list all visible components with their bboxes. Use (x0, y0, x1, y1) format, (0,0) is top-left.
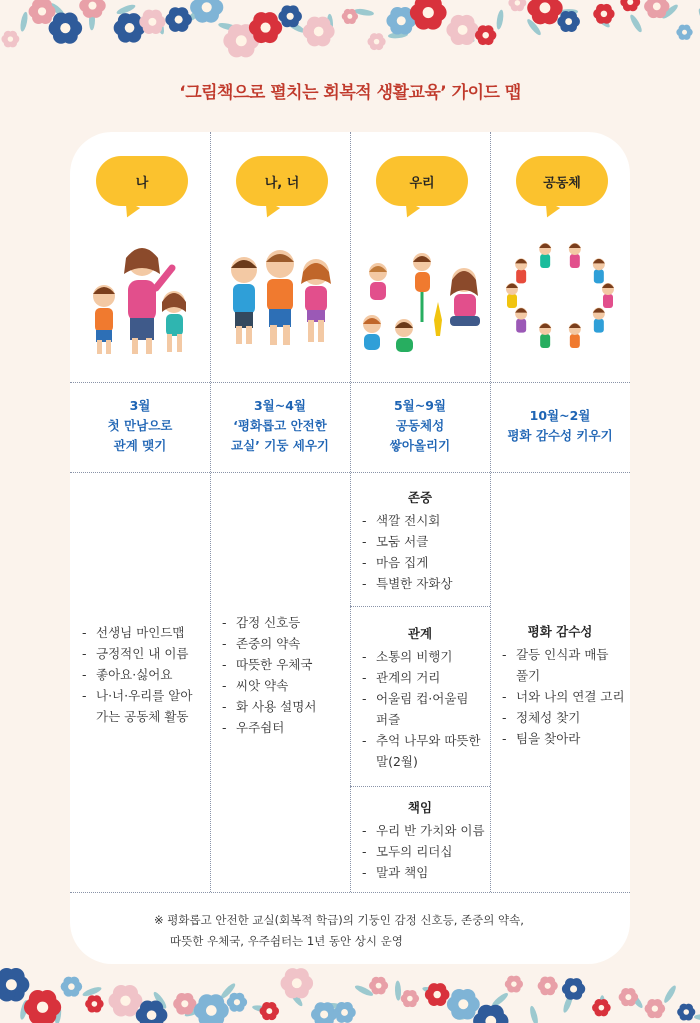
list-item: - 우리 반 가치와 이름 (362, 820, 490, 841)
row-divider (70, 382, 630, 383)
list-item: - 색깔 전시회 (362, 510, 486, 531)
row-divider (70, 472, 630, 473)
bubble-na-neo: 나, 너 (236, 156, 328, 206)
list-item: - 존중의 약속 (222, 633, 346, 654)
period-month: 5월~9월 (393, 398, 447, 413)
three-children-illustration (210, 232, 350, 362)
period-gongdongche (490, 406, 630, 446)
list-item: - 나·너·우리를 알아 (82, 685, 206, 706)
list-item: - 모두의 리더십 (362, 841, 490, 862)
period-line: 평화 감수성 키우기 (507, 428, 613, 443)
footnote (154, 910, 574, 952)
activity-list-respect (362, 510, 486, 594)
list-item: - 너와 나의 연결 고리 (502, 686, 630, 707)
list-item: - 따뜻한 우체국 (222, 654, 346, 675)
section-title-relationship: 관계 (407, 626, 433, 641)
period-line: ‘평화롭고 안전한 (233, 418, 327, 433)
list-item: - 정체성 찾기 (502, 707, 630, 728)
period-line: 쌓아올리기 (389, 438, 451, 453)
list-item: - 선생님 마인드맵 (82, 622, 206, 643)
list-item: - 감정 신호등 (222, 612, 346, 633)
list-item: - 긍정적인 내 이름 (82, 643, 206, 664)
activity-list-responsibility (362, 820, 490, 883)
section-title-respect: 존중 (407, 490, 433, 505)
period-line: 관계 맺기 (113, 438, 167, 453)
bubble-uri: 우리 (376, 156, 468, 206)
period-na-neo (210, 396, 350, 456)
list-item: - 특별한 자화상 (362, 573, 486, 594)
period-month: 3월~4월 (253, 398, 307, 413)
list-item: - 마음 집게 (362, 552, 486, 573)
list-item: - 관계의 거리 (362, 667, 490, 688)
section-title-peace: 평화 감수성 (527, 624, 593, 639)
period-line: 공동체성 (395, 418, 445, 433)
list-item: - 좋아요·싫어요 (82, 664, 206, 685)
list-item: 풀기 (516, 668, 541, 683)
children-circle-illustration (490, 232, 630, 362)
list-item: - 갈등 인식과 매듭 (502, 644, 630, 665)
list-item: - 팀을 찾아라 (502, 728, 630, 749)
row-divider (70, 892, 630, 893)
list-item: - 추억 나무와 따뜻한 (362, 730, 490, 751)
period-month: 3월 (129, 398, 151, 413)
bubble-na: 나 (96, 156, 188, 206)
list-item: - 소통의 비행기 (362, 646, 490, 667)
list-item: - 화 사용 설명서 (222, 696, 346, 717)
section-title-responsibility: 책임 (407, 800, 433, 815)
children-playing-illustration (350, 232, 490, 362)
activity-list-na (82, 622, 206, 727)
section-divider (350, 786, 490, 787)
bubble-gongdongche: 공동체 (516, 156, 608, 206)
footnote-line: 따뜻한 우체국, 우주쉼터는 1년 동안 상시 운영 (170, 934, 403, 948)
page-title: ‘그림책으로 펼치는 회복적 생활교육’ 가이드 맵 (179, 83, 521, 103)
period-na (70, 396, 210, 456)
footnote-line: ※ 평화롭고 안전한 교실(회복적 학급)의 기둥인 감정 신호등, 존중의 약속, (154, 913, 524, 927)
activity-list-na-neo (222, 612, 346, 738)
period-uri (350, 396, 490, 456)
list-item: - 우주쉼터 (222, 717, 346, 738)
list-item: - 모둠 서클 (362, 531, 486, 552)
list-item: - 씨앗 약속 (222, 675, 346, 696)
teacher-with-children-illustration (70, 232, 210, 362)
period-line: 첫 만남으로 (107, 418, 173, 433)
list-item: 말(2월) (376, 754, 418, 769)
floral-border-top (0, 0, 700, 70)
list-item: 가는 공동체 활동 (96, 709, 189, 724)
list-item: - 어울림 컵·어울림 (362, 688, 490, 709)
list-item: 퍼즐 (376, 712, 401, 727)
activity-list-peace (502, 644, 630, 749)
period-line: 교실’ 기둥 세우기 (231, 438, 329, 453)
activity-list-relationship (362, 646, 490, 772)
section-divider (350, 606, 490, 607)
list-item: - 말과 책임 (362, 862, 490, 883)
period-month: 10월~2월 (529, 408, 591, 423)
